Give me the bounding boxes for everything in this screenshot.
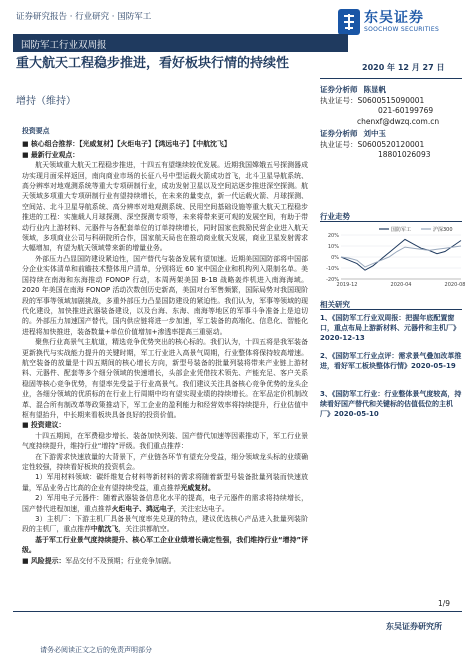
paragraph: 3）主机厂：下游主机厂具备景气度率先兑现的特点，建议优选核心产品进入批量列装阶段的主机厂，重点推荐 xyxy=(22,515,308,534)
analyst-1-name: 陈显帆 xyxy=(363,85,386,94)
highlight-stock: 火炬电子、鸿远电子 xyxy=(111,504,174,513)
legend-label: 国防军工 xyxy=(391,227,412,233)
analyst-1-label: 证券分析师 xyxy=(320,85,358,94)
breadcrumb: 证券研究报告 · 行业研究 · 国防军工 xyxy=(16,12,152,22)
page-number: 1/9 xyxy=(438,599,451,608)
core-portfolio: 【光威复材】【火炬电子】【鸿远电子】【中航沈飞】 xyxy=(79,140,231,149)
report-date: 2020 年 12 月 27 日 xyxy=(362,63,445,72)
paragraph: 在下游需求快速放量的大背景下，产业链各环节有望充分受益，细分领域龙头标的业绩确定性较强，持续看好板块的投资机会。 xyxy=(22,452,308,471)
analyst-1 xyxy=(320,85,462,127)
logo-text-en: SOOCHOW SECURITIES xyxy=(364,26,440,33)
banner-text: 国防军工行业双周报 xyxy=(21,40,107,51)
bullet-label: ■ 投资建议： xyxy=(22,421,66,430)
analyst-2-phone: 18801026093 xyxy=(378,150,431,159)
x-tick-label: 2020-04 xyxy=(390,282,412,288)
legend-label: 沪深300 xyxy=(433,227,453,233)
footer-divider xyxy=(13,611,462,612)
disclaimer: 请务必阅读正文之后的免责声明部分 xyxy=(40,646,152,654)
related-item[interactable]: 3、《国防军工行业：行业整体景气度较高，持续看好国产替代和关键标的估值低位的主机厂》2020-05-10 xyxy=(320,390,462,419)
divider xyxy=(320,221,462,222)
paragraph: 外部压力凸显国防建设紧迫性，国产替代与装备发展有望加速。近期美国国防部将中国部分企业实体清单和前瞻技术整体用户清单，分别将近 60 家中国企业和机构列入限制名单。美国持续在南海和东海推动 FONOP 行动，本周两架美国 B-1B 战略轰炸机进入南海海域。2020 年美国在南海 FONOP 活动次数创历史新高，美国对台军售频繁，国际局势对我国现阶段的军事等领域加剧挑战，多重外部压力凸显国防建设的紧迫性。我们认为，军事等领域的现代化建设，加快推进武器装备建设，以及台海、东海、南海等地区的军事斗争准备上是迫切的。外部压力加速国产替代，国内供应链将进一步加速，军工装备的高端化、信息化、智能化进程将加快推进，装备数量+单位价值增加+渗透率提高三重驱动。 xyxy=(22,254,308,336)
analyst-1-phone: 021-60199769 xyxy=(378,106,434,115)
company-logo xyxy=(338,5,458,41)
company-logo-icon xyxy=(338,9,360,35)
logo-text-cn: 东吴证券 xyxy=(364,10,424,26)
risk-text: 军品交付不及预期；行业竞争加剧。 xyxy=(65,556,176,565)
related-research-title: 相关研究 xyxy=(320,300,350,309)
paragraph: 聚焦行业高景气主航道，精选竞争优势突出的核心标的。我们认为，十四五将是我军装备更新换代与实战能力提升的关键时期，军工行业进入高景气周期，行业整体将保持较高增速。航空装备的放量是十四五期间的核心增长方向，新型号装备的批量列装将带来产业链上游材料、元器件、配套等多个细分领域的快速增长，头部企业凭借技术领先、产能充足、客户关系稳固等核心竞争优势，有望率先受益于行业高景气。我们建议关注具备核心竞争优势的龙头企业，各细分领域的优质标的在行业上行周期中均有望实现业绩的持续增长。在军品定价机制改革、混合所有制改革等政策推动下，军工企业的盈利能力和经营效率将持续提升，行业估值中枢有望抬升，中长期来看板块具备良好的投资价值。 xyxy=(22,338,308,419)
analyst-1-license: 执业证号：S0600515090001 xyxy=(320,95,425,105)
paragraph: ，关注宏达电子。 xyxy=(173,504,229,513)
footer-company: 东吴证券研究所 xyxy=(386,622,442,631)
report-body xyxy=(22,126,308,566)
paragraph: 十四五期间，在军费稳步增长、装备加快列装、国产替代加速等因素推动下，军工行业景气度持续提升，维持行业“增持”评级。我们重点推荐： xyxy=(22,431,308,451)
analyst-1-email[interactable]: chenxf@dwzq.com.cn xyxy=(357,116,440,126)
divider xyxy=(320,309,462,310)
y-tick-label: 10% xyxy=(327,244,339,250)
highlight-stock: 光威复材。 xyxy=(180,483,215,492)
series-line xyxy=(341,239,461,270)
bullet-label: ■ 最新行业观点： xyxy=(22,150,80,159)
analyst-2-name: 刘中玉 xyxy=(363,129,386,138)
highlight-stock: 中航沈飞 xyxy=(90,525,119,534)
paragraph: 航天领域重大航天工程稳步推进，十四五有望继续较优发展。近期我国嫦娥五号探测器成功实现月面采样返回，南向商业市场的长征八号中型运载火箭成功首飞，北斗卫星导航系统、高分辨率对地观测系统等重大专项研制行业，成功发射卫星以及空间站逐步推进深空探测。航天领域多项重大专项研制行业有望持续增长，在未来的量变点，新一代运载火箭、月球探测、空间站、北斗卫星导航系统、高分辨率对地观测系统、民用空间基础设施等重大航天工程稳步推进的工程：实施载人月球探测、深空探测专项等，未来将带来更可观的发展空间，有助于带动行业内上游材料、元器件与各配套单位的订单持续增长，同时国家也鼓励民营企业进入航天领域，多项商业公司与科研院所合作，国家航天局也在推动商业航天发展，商业卫星发射需求大幅增加，有望为航天领域带来新的增量业务。 xyxy=(22,161,308,253)
industry-trend-chart xyxy=(317,223,465,291)
chart-title: 行业走势 xyxy=(320,212,350,221)
section-heading: 投资要点 xyxy=(22,127,50,135)
bullet-label: ■ 核心组合推荐： xyxy=(22,140,80,149)
bullet-label: ■ 风险提示： xyxy=(22,556,66,565)
analyst-2-license: 执业证号：S0600520120001 xyxy=(320,139,425,149)
paragraph: 基于军工行业景气度持续提升、核心军工企业业绩增长确定性强，我们维持行业“增持”评级。 xyxy=(22,535,308,555)
divider xyxy=(320,78,462,79)
y-tick-label: 20% xyxy=(327,233,339,239)
y-tick-label: -10% xyxy=(326,266,339,272)
x-tick-label: 2019-12 xyxy=(336,282,358,288)
x-tick-label: 2020-08 xyxy=(444,282,465,288)
paragraph: 2）军用电子元器件：随着武器装备信息化水平的提高，电子元器件的需求将持续增长，国产替代进程加速，重点推荐 xyxy=(22,494,308,513)
analyst-2-label: 证券分析师 xyxy=(320,129,358,138)
paragraph: 1）军用材料领域：碳纤维复合材料等新材料的需求将随着新型号装备批量列装而快速放量，军品业务占比高的企业有望持续受益，重点推荐 xyxy=(22,473,308,492)
related-item[interactable]: 2、《国防军工行业点评：需求景气叠加改革推进，看好军工板块整体行情》2020-05-19 xyxy=(320,352,462,371)
rating: 增持（维持） xyxy=(16,96,76,107)
report-type-banner xyxy=(13,34,348,52)
analyst-2 xyxy=(320,129,462,161)
related-item[interactable]: 1、《国防军工行业双周报：把握年底配置窗口，重点布局上游新材料、元器件和主机厂》2020-12-13 xyxy=(320,314,460,343)
y-tick-label: 0% xyxy=(331,255,339,261)
report-title: 重大航天工程稳步推进，看好板块行情的持续性 xyxy=(16,56,290,71)
series-line xyxy=(341,246,461,267)
y-tick-label: -20% xyxy=(326,277,339,283)
paragraph: ，关注洪都航空。 xyxy=(118,525,174,534)
